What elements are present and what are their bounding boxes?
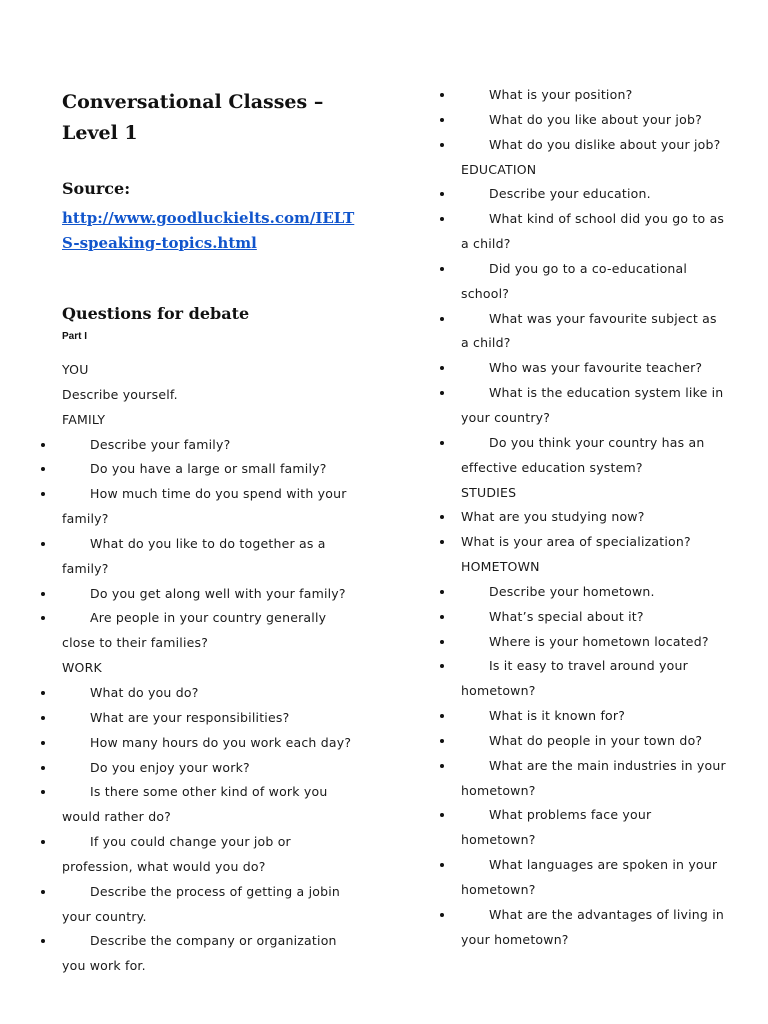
question-item <box>461 381 726 431</box>
question-label: What languages are spoken in your hometown? <box>461 857 718 897</box>
question-label: Describe the company or organization you work for. <box>62 933 337 974</box>
question-item <box>461 704 726 729</box>
question-label: Do you enjoy your work? <box>90 759 250 775</box>
right-question-list <box>461 83 726 953</box>
question-label: What are your responsibilities? <box>90 709 290 725</box>
question-item <box>461 903 726 953</box>
bullet-icon <box>440 714 444 718</box>
question-label: Are people in your country generally close to their families? <box>62 610 327 651</box>
bullet-icon <box>440 192 444 196</box>
bullet-icon <box>440 664 444 668</box>
question-label: How many hours do you work each day? <box>90 734 352 750</box>
question-label: WORK <box>62 660 102 676</box>
question-label: Did you go to a co-educational school? <box>461 260 688 301</box>
section-heading <box>62 656 362 681</box>
bullet-icon <box>440 913 444 917</box>
page-title: Conversational Classes – Level 1 <box>62 91 324 144</box>
question-item <box>461 630 726 655</box>
question-item <box>461 754 726 804</box>
source-label: Source: <box>62 179 131 198</box>
bullet-icon <box>440 391 444 395</box>
question-label: What problems face your hometown? <box>461 807 652 848</box>
question-item <box>62 780 362 830</box>
question-item <box>461 307 726 357</box>
question-label: Describe yourself. <box>62 386 178 402</box>
question-label: FAMILY <box>62 411 106 427</box>
question-item <box>62 532 362 582</box>
bullet-icon <box>41 492 45 496</box>
bullet-icon <box>41 890 45 894</box>
bullet-icon <box>440 217 444 221</box>
bullet-icon <box>440 615 444 619</box>
bullet-icon <box>440 813 444 817</box>
question-label: What’s special about it? <box>489 608 644 624</box>
question-label: What is your area of specialization? <box>461 534 691 550</box>
question-item <box>461 853 726 903</box>
section-heading <box>62 358 362 383</box>
question-item <box>62 706 362 731</box>
bullet-icon <box>440 317 444 321</box>
question-label: What is the education system like in your country? <box>461 385 724 425</box>
question-item <box>461 356 726 381</box>
question-item <box>62 433 362 458</box>
bullet-icon <box>440 118 444 122</box>
question-label: Describe your education. <box>489 186 651 202</box>
bullet-icon <box>41 467 45 471</box>
question-label: Who was your favourite teacher? <box>489 360 703 376</box>
question-label: What do you like about your job? <box>489 111 702 127</box>
question-text <box>62 383 362 408</box>
section-heading <box>461 158 726 183</box>
question-label: Do you get along well with your family? <box>90 585 346 601</box>
question-label: What are the main industries in your hometown? <box>461 757 726 798</box>
question-item <box>461 803 726 853</box>
question-item <box>461 654 726 704</box>
part-label: Part I <box>62 331 88 342</box>
bullet-icon <box>41 741 45 745</box>
bullet-icon <box>440 640 444 644</box>
bullet-icon <box>41 716 45 720</box>
bullet-icon <box>440 590 444 594</box>
section-heading <box>461 555 726 580</box>
question-label: HOMETOWN <box>461 559 540 575</box>
question-label: Describe your hometown. <box>489 583 655 599</box>
question-item <box>461 580 726 605</box>
bullet-icon <box>440 366 444 370</box>
question-item <box>461 505 726 530</box>
question-label: How much time do you spend with your family? <box>62 486 347 527</box>
bullet-icon <box>440 515 444 519</box>
bullet-icon <box>440 441 444 445</box>
question-label: If you could change your job or profession, what would you do? <box>62 834 291 874</box>
question-label: What is it known for? <box>489 708 626 724</box>
question-label: YOU <box>62 362 89 377</box>
bullet-icon <box>41 616 45 620</box>
question-item <box>62 606 362 656</box>
question-item <box>62 830 362 880</box>
bullet-icon <box>41 840 45 844</box>
question-item <box>62 681 362 706</box>
question-item <box>461 207 726 257</box>
question-label: Is there some other kind of work you would rather do? <box>62 784 328 825</box>
bullet-icon <box>41 592 45 596</box>
question-label: Where is your hometown located? <box>489 633 709 649</box>
left-question-list <box>62 358 362 979</box>
bullet-icon <box>440 93 444 97</box>
bullet-icon <box>41 542 45 546</box>
question-item <box>461 729 726 754</box>
question-label: What is your position? <box>489 87 633 102</box>
question-label: What was your favourite subject as a child? <box>461 310 717 351</box>
question-item <box>62 929 362 979</box>
question-item <box>461 133 726 158</box>
question-label: EDUCATION <box>461 161 537 177</box>
question-label: Do you have a large or small family? <box>90 461 327 477</box>
question-label: What are the advantages of living in your hometown? <box>461 906 725 947</box>
question-item <box>62 582 362 607</box>
question-label: STUDIES <box>461 484 517 500</box>
bullet-icon <box>440 143 444 147</box>
question-label: What do people in your town do? <box>489 732 703 748</box>
question-item <box>461 605 726 630</box>
bullet-icon <box>41 766 45 770</box>
bullet-icon <box>41 790 45 794</box>
question-label: Describe your family? <box>90 436 231 452</box>
question-label: Describe the process of getting a jobin your country. <box>62 883 341 924</box>
question-item <box>461 257 726 307</box>
bullet-icon <box>440 863 444 867</box>
question-item <box>62 756 362 781</box>
question-item <box>62 482 362 532</box>
question-label: Do you think your country has an effective education system? <box>461 434 705 475</box>
bullet-icon <box>41 691 45 695</box>
question-label: What are you studying now? <box>461 509 645 525</box>
source-link[interactable]: http://www.goodluckielts.com/IELTS-speaking-topics.html <box>62 209 355 252</box>
bullet-icon <box>41 939 45 943</box>
bullet-icon <box>41 443 45 447</box>
question-label: What do you like to do together as a family? <box>62 535 326 576</box>
question-item <box>461 83 726 108</box>
question-label: What do you dislike about your job? <box>489 136 721 152</box>
question-item <box>62 731 362 756</box>
bullet-icon <box>440 540 444 544</box>
question-label: What kind of school did you go to as a child? <box>461 211 725 252</box>
section-title: Questions for debate <box>62 304 250 323</box>
question-item <box>461 182 726 207</box>
question-item <box>461 530 726 555</box>
question-item <box>62 880 362 930</box>
bullet-icon <box>440 739 444 743</box>
bullet-icon <box>440 267 444 271</box>
section-heading <box>461 481 726 506</box>
question-label: Is it easy to travel around your hometown? <box>461 658 688 699</box>
section-heading <box>62 408 362 433</box>
question-item <box>62 457 362 482</box>
question-label: What do you do? <box>90 684 199 700</box>
question-item <box>461 431 726 481</box>
bullet-icon <box>440 764 444 768</box>
question-item <box>461 108 726 133</box>
